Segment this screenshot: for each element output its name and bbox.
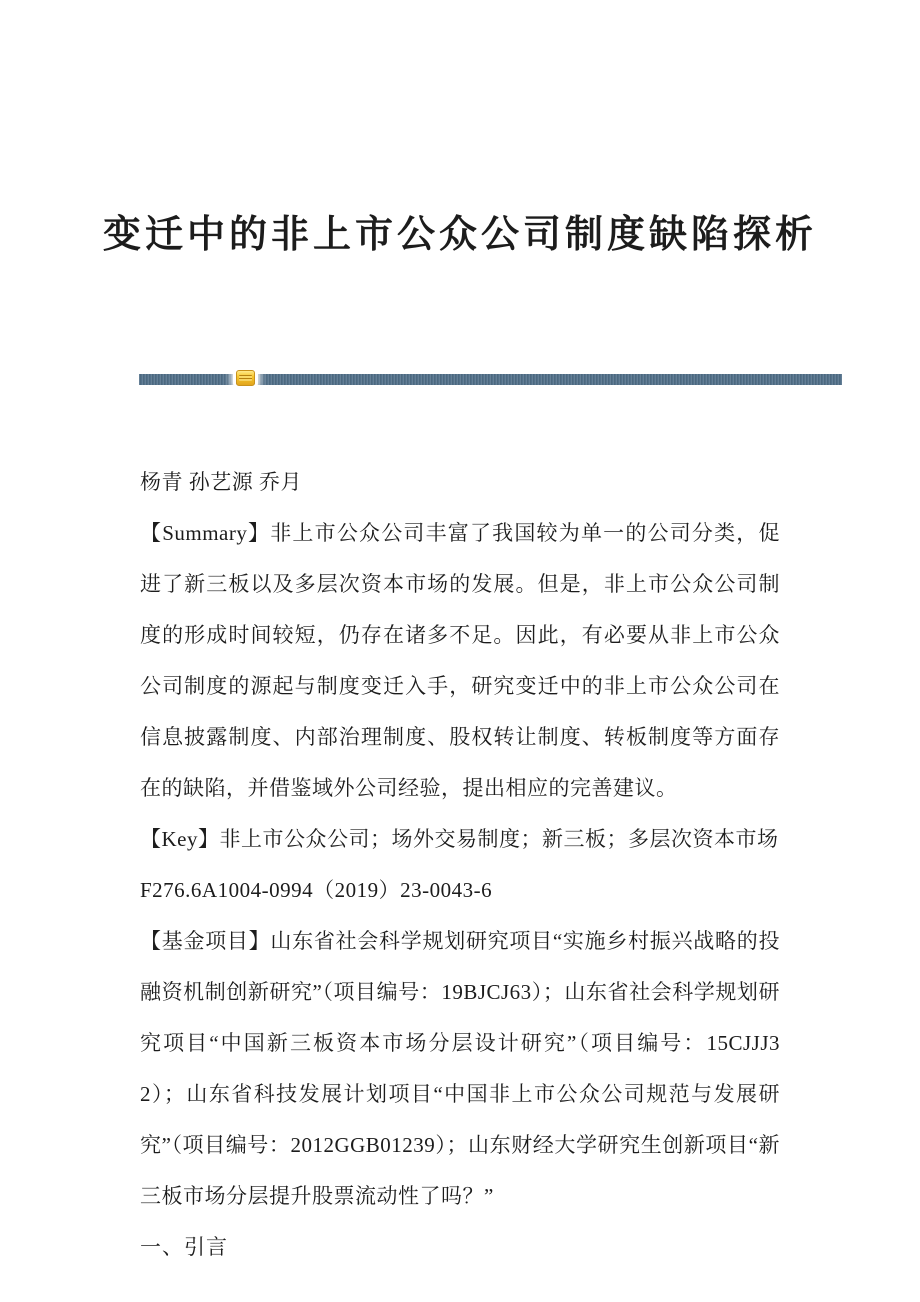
section-heading: 一、引言 [140,1235,228,1259]
summary-paragraph: 【Summary】非上市公众公司丰富了我国较为单一的公司分类，促进了新三板以及多层次资本市场的发展。但是，非上市公众公司制度的形成时间较短，仍存在诸多不足。因此，有必要从非上市公众公司制度的源起与制度变迁入手，研究变迁中的非上市公众公司在信息披露制度、内部治理制度、股权转让制度、转板制度等方面存在的缺陷，并借鉴域外公司经验，提出相应的完善建议。 [140,521,780,800]
document-title: 变迁中的非上市公众公司制度缺陷探析 [102,214,817,256]
funding-paragraph: 【基金项目】山东省社会科学规划研究项目“实施乡村振兴战略的投融资机制创新研究”（项目编号：19BJCJ63）；山东省社会科学规划研究项目“中国新三板资本市场分层设计研究”（项目编号：15CJJJ32）；山东省科技发展计划项目“中国非上市公众公司规范与发展研究”（项目编号：2012GGB01239）；山东财经大学研究生创新项目“新三板市场分层提升股票流动性了吗？” [140,929,780,1208]
article-code: F276.6A1004-0994（2019）23-0043-6 [140,878,493,902]
author-line: 杨青 孙艺源 乔月 [140,470,302,494]
gold-seal-icon [236,370,255,386]
title-divider [139,374,842,385]
keywords-paragraph: 【Key】非上市公众公司；场外交易制度；新三板；多层次资本市场 [140,827,779,851]
document-body [140,457,780,1273]
